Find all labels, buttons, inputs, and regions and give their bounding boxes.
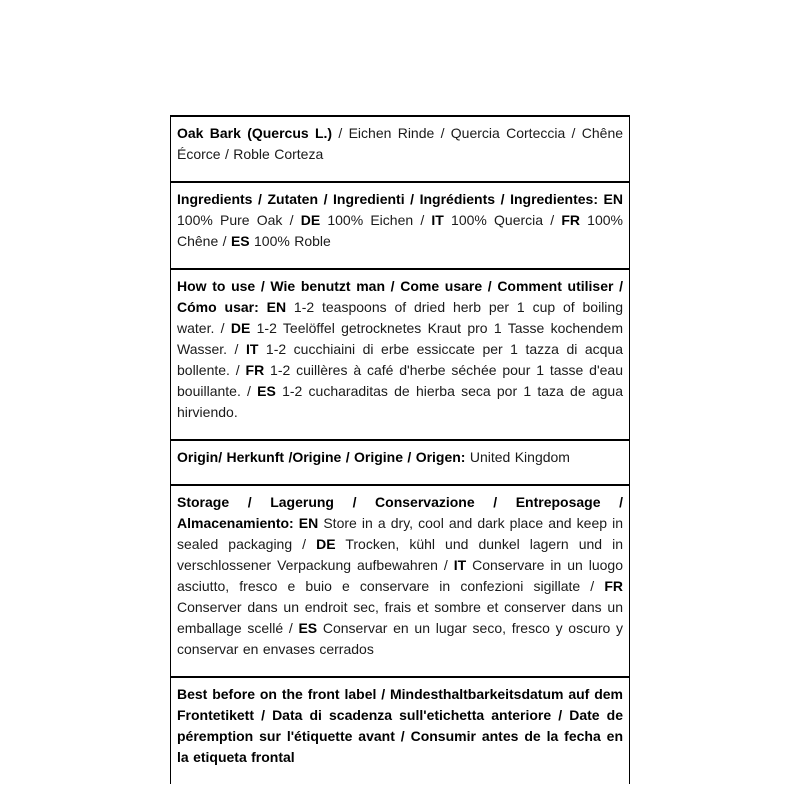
section-best-before bbox=[171, 676, 629, 784]
section-storage bbox=[171, 484, 629, 676]
product-label bbox=[170, 115, 630, 784]
section-how-to-use bbox=[171, 268, 629, 439]
text-segment: United Kingdom bbox=[465, 449, 570, 465]
text-segment: 1-2 cuillères à café d'herbe séchée pour 1 tasse d'eau bouillante. / bbox=[177, 362, 623, 399]
text-segment: 100% Eichen / bbox=[320, 212, 432, 228]
text-segment: DE bbox=[300, 212, 321, 228]
text-segment: 1-2 teaspoons of dried herb per 1 cup of boiling water. / bbox=[177, 299, 623, 336]
text-segment: Store in a dry, cool and dark place and keep in sealed packaging / bbox=[177, 515, 623, 552]
text-segment: EN bbox=[298, 515, 319, 531]
text-segment: Conservar en un lugar seco, fresco y oscuro y conservar en envases cerrados bbox=[177, 620, 624, 657]
text-segment: FR bbox=[604, 578, 623, 594]
text-segment: Conserver dans un endroit sec, frais et sombre et conserver dans un emballage scellé / bbox=[177, 599, 623, 636]
text-segment: 100% Quercia / bbox=[443, 212, 562, 228]
text-segment: Ingredients / Zutaten / Ingredienti / Ingrédients / Ingredientes: bbox=[177, 191, 604, 207]
text-segment: 100% Chêne / bbox=[177, 212, 623, 249]
text-segment: 100% Roble bbox=[249, 233, 331, 249]
text-segment: FR bbox=[245, 362, 265, 378]
text-segment: 1-2 cucchiaini di erbe essiccate per 1 tazza di acqua bollente. / bbox=[177, 341, 623, 378]
text-segment: Conservare in un luogo asciutto, fresco e buio e conservare in confezioni sigillate / bbox=[177, 557, 623, 594]
text-segment: FR bbox=[561, 212, 580, 228]
text-segment: DE bbox=[316, 536, 336, 552]
text-segment: 100% Pure Oak / bbox=[177, 212, 301, 228]
text-segment: ES bbox=[230, 233, 250, 249]
text-segment: DE bbox=[230, 320, 251, 336]
text-segment: Origin/ Herkunft /Origine / Origine / Origen: bbox=[177, 449, 466, 465]
text-segment: Trocken, kühl und dunkel lagern und in verschlossener Verpackung aufbewahren / bbox=[177, 536, 624, 573]
text-segment: ES bbox=[257, 383, 276, 399]
text-segment: EN bbox=[266, 299, 287, 315]
section-product-title bbox=[171, 117, 629, 181]
text-segment: ES bbox=[298, 620, 318, 636]
section-origin bbox=[171, 439, 629, 484]
section-ingredients bbox=[171, 181, 629, 268]
text-segment: IT bbox=[453, 557, 467, 573]
text-segment: EN bbox=[603, 191, 623, 207]
text-segment: IT bbox=[431, 212, 444, 228]
text-segment: Best before on the front label / Mindesthaltbarkeitsdatum auf dem Frontetikett / Data di scadenza sull'etichetta anteriore / Date de péremption sur l'étiquette avant / Consumir antes de la fecha en la etiqueta frontal bbox=[177, 686, 623, 765]
text-segment: Storage / Lagerung / Conservazione / Entreposage / Almacenamiento: bbox=[177, 494, 623, 531]
text-segment: Oak Bark (Quercus L.) bbox=[177, 125, 333, 141]
text-segment: IT bbox=[245, 341, 259, 357]
text-segment: 1-2 Teelöffel getrocknetes Kraut pro 1 Tasse kochendem Wasser. / bbox=[177, 320, 623, 357]
text-segment: How to use / Wie benutzt man / Come usare / Comment utiliser / Cómo usar: bbox=[177, 278, 623, 315]
text-segment: / Eichen Rinde / Quercia Corteccia / Chêne Écorce / Roble Corteza bbox=[177, 125, 624, 162]
text-segment: 1-2 cucharaditas de hierba seca por 1 taza de agua hirviendo. bbox=[177, 383, 623, 420]
